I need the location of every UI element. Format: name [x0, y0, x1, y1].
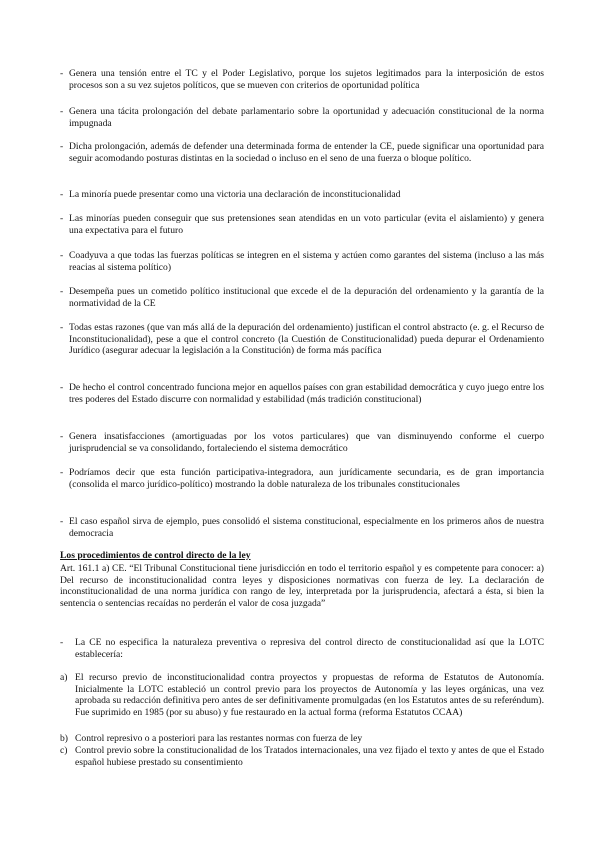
- article-quote-paragraph: Art. 161.1 a) CE. “El Tribunal Constitucional tiene jurisdicción en todo el territorio español y es competente para conocer: a) Del recurso de inconstitucionalidad contra leyes y disposiciones normativas con fuerza de ley. La declaración de inconstitucionalidad de una norma jurídica con rango de ley, interpretada por la jurisprudencia, afectará a ésta, si bien la sentencia o sentencias recaídas no perderán el valor de cosa juzgada”: [60, 563, 544, 609]
- list-item-text: Podríamos decir que esta función participativa-integradora, aun jurídicamente secundaria, es de gran importancia (consolida el marco jurídico-político) mostrando la doble naturaleza de los tribunales constitucionales: [69, 467, 544, 490]
- list-item: [60, 250, 544, 273]
- bullet-dash: -: [60, 322, 64, 333]
- lettered-item: [60, 745, 544, 768]
- bullet-dash: -: [60, 637, 64, 648]
- list-item-text: Dicha prolongación, además de defender una determinada forma de entender la CE, puede significar una oportunidad para seguir acomodando posturas distintas en la sociedad o incluso en el seno de una fuerza o bloque político.: [69, 141, 544, 164]
- bullet-dash: -: [60, 189, 64, 200]
- list-item-text: Genera insatisfacciones (amortiguadas por los votos particulares) que van disminuyendo conforme el cuerpo jurisprudencial se va consolidando, fortaleciendo el sistema democrático: [69, 431, 544, 454]
- list-item-text: De hecho el control concentrado funciona mejor en aquellos países con gran estabilidad democrática y cuyo juego entre los tres poderes del Estado discurre con normalidad y estabilidad (más tradición constitucional): [69, 382, 544, 405]
- list-item: [60, 516, 544, 539]
- item-letter: a): [60, 672, 68, 683]
- bullet-dash: -: [60, 382, 64, 393]
- list-item-text: La minoría puede presentar como una victoria una declaración de inconstitucionalidad: [69, 189, 401, 200]
- list-item: [60, 68, 544, 91]
- section-heading: Los procedimientos de control directo de la ley: [60, 550, 251, 561]
- list-item-text: Genera una tácita prolongación del debate parlamentario sobre la oportunidad y adecuación constitucional de la norma impugnada: [69, 106, 544, 129]
- lettered-item-text: El recurso previo de inconstitucionalidad contra proyectos y propuestas de reforma de Estatutos de Autonomía. Inicialmente la LOTC estableció un control previo para los proyectos de Autonomía y las leyes orgánicas, una vez aprobada su redacción definitiva pero antes de ser definitivamente promulgadas (en los Estatutos antes de su referéndum). Fue suprimido en 1985 (por su abuso) y fue restaurado en la actual forma (reforma Estatutos CCAA): [75, 672, 544, 718]
- bullet-dash: -: [60, 141, 64, 152]
- bullet-dash: -: [60, 68, 64, 79]
- item-letter: c): [60, 745, 68, 756]
- bullet-dash: -: [60, 467, 64, 478]
- list-item: [60, 106, 544, 129]
- list-item-text: Desempeña pues un cometido político institucional que excede el de la depuración del ordenamiento y la garantía de la normatividad de la CE: [69, 286, 544, 309]
- list-item: [60, 286, 544, 309]
- list-item: [60, 141, 544, 164]
- lettered-item-text: Control represivo o a posteriori para las restantes normas con fuerza de ley: [75, 733, 363, 744]
- bullet-dash: -: [60, 106, 64, 117]
- lettered-item-text: Control previo sobre la constitucionalidad de los Tratados internacionales, una vez fijado el texto y antes de que el Estado español hubiese prestado su consentimiento: [75, 745, 544, 768]
- bullet-dash: -: [60, 213, 64, 224]
- list-item: [60, 322, 544, 357]
- bullet-dash: -: [60, 250, 64, 261]
- list-item: [60, 189, 544, 201]
- lettered-item: [60, 733, 544, 745]
- list-item-text: Las minorías pueden conseguir que sus pretensiones sean atendidas en un voto particular (evita el aislamiento) y genera una expectativa para el futuro: [69, 213, 544, 236]
- list-item-text: Coadyuva a que todas las fuerzas políticas se integren en el sistema y actúen como garantes del sistema (incluso a las más reacias al sistema político): [69, 250, 544, 273]
- list-item-text: La CE no especifica la naturaleza preventiva o represiva del control directo de constitucionalidad así que la LOTC establecería:: [75, 637, 544, 660]
- list-item-text: Todas estas razones (que van más allá de la depuración del ordenamiento) justifican el control abstracto (e. g. el Recurso de Inconstitucionalidad), pese a que el control concreto (la Cuestión de Constitucionalidad) pueda depurar el Ordenamiento Jurídico (asegurar adecuar la legislación a la Constitución) de forma más pacífica: [69, 322, 544, 357]
- list-item-text: El caso español sirva de ejemplo, pues consolidó el sistema constitucional, especialmente en los primeros años de nuestra democracia: [69, 516, 544, 539]
- list-item: [60, 467, 544, 490]
- list-item: [60, 431, 544, 454]
- bullet-dash: -: [60, 431, 64, 442]
- list-item: [60, 382, 544, 405]
- bullet-dash: -: [60, 286, 64, 297]
- list-item: [60, 637, 544, 660]
- lettered-item: [60, 672, 544, 718]
- list-item-text: Genera una tensión entre el TC y el Poder Legislativo, porque los sujetos legitimados para la interposición de estos procesos son a su vez sujetos políticos, que se mueven con criterios de oportunidad política: [69, 68, 544, 91]
- item-letter: b): [60, 733, 68, 744]
- bullet-dash: -: [60, 516, 64, 527]
- list-item: [60, 213, 544, 236]
